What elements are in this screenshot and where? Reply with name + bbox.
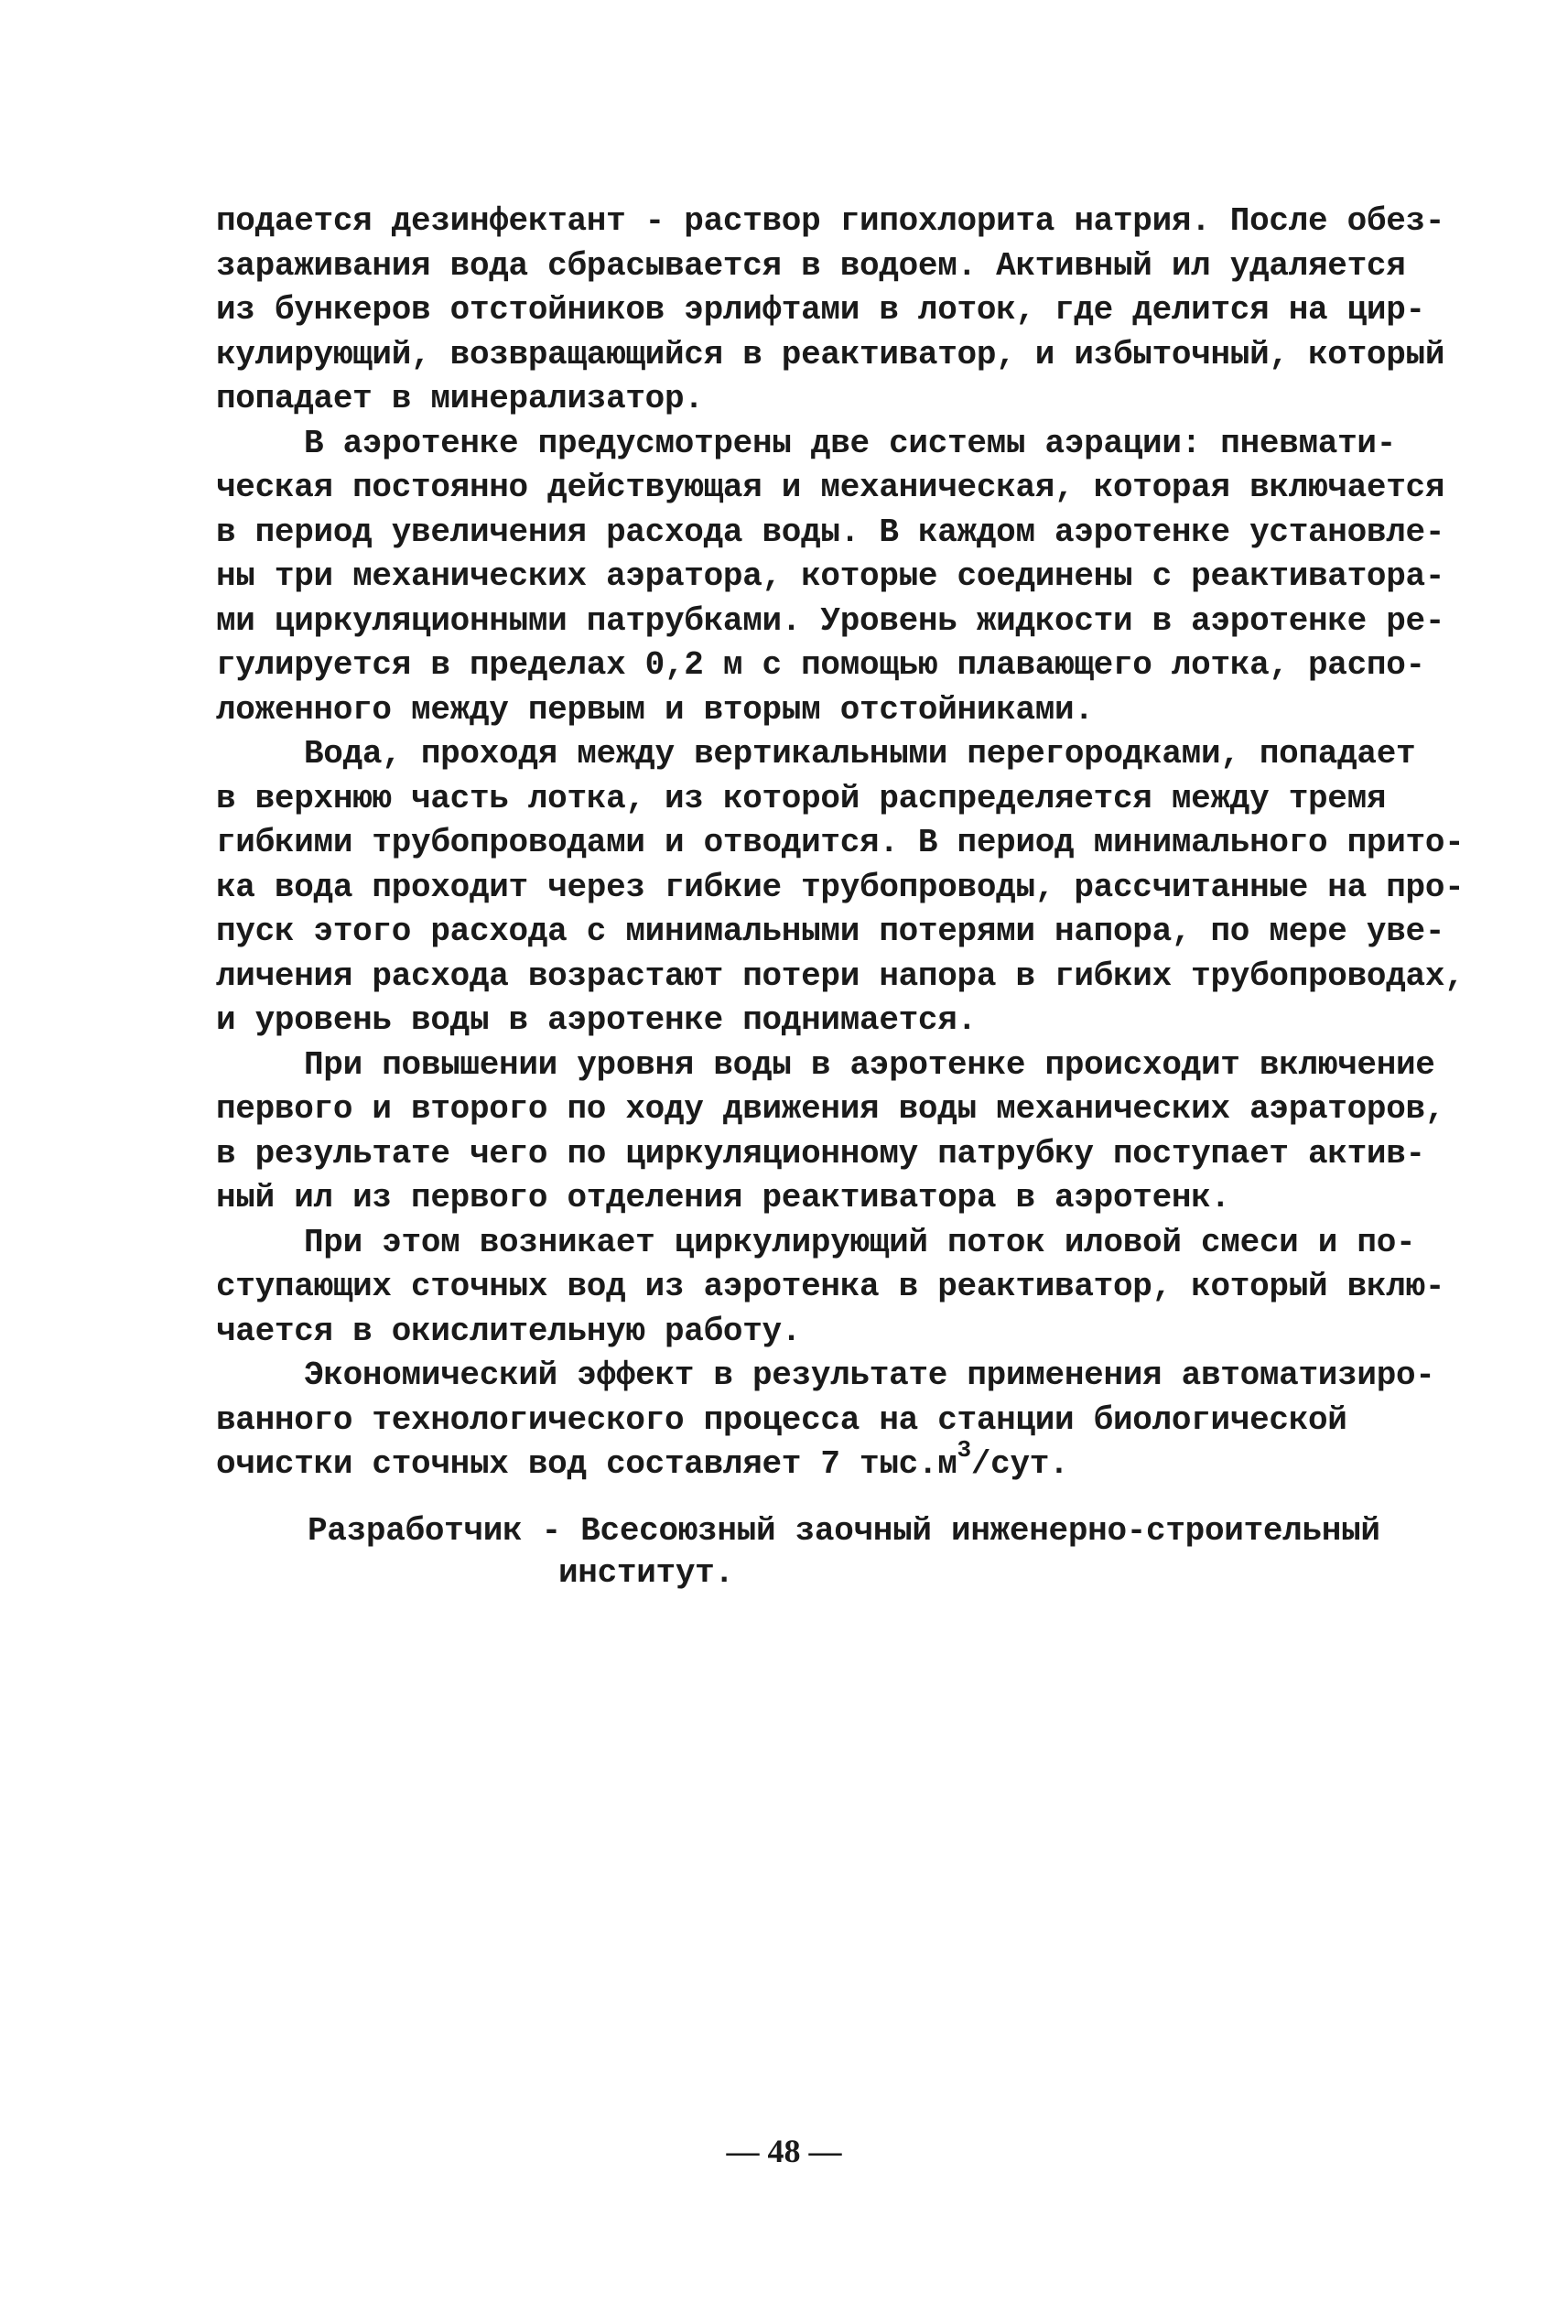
text-line: попадает в минерализатор. <box>216 380 704 417</box>
text-line: В аэротенке предусмотрены две системы аэрации: пневмати- <box>304 424 1396 462</box>
text-line: гулируется в пределах 0,2 м с помощью плавающего лотка, распо- <box>216 646 1425 684</box>
text-line: ный ил из первого отделения реактиватора в аэротенк. <box>216 1179 1230 1216</box>
text-line: Вода, проходя между вертикальными перегородками, попадает <box>304 735 1416 773</box>
text-line: гибкими трубопроводами и отводится. В период минимального прито- <box>216 824 1465 861</box>
text-line: подается дезинфектант - раствор гипохлорита натрия. После обез- <box>216 202 1445 240</box>
paragraph-5 <box>216 1221 1445 1355</box>
paragraph-2 <box>216 422 1445 733</box>
paragraph-3 <box>216 732 1465 1043</box>
text-line: ложенного между первым и вторым отстойниками. <box>216 690 1094 729</box>
text-line: личения расхода возрастают потери напора в гибких трубопроводах, <box>216 957 1465 995</box>
text-line: ка вода проходит через гибкие трубопроводы, рассчитанные на про- <box>216 868 1465 906</box>
text-line: ванного технологического процесса на станции биологической <box>216 1400 1347 1439</box>
text-line: При этом возникает циркулирующий поток иловой смеси и по- <box>304 1223 1416 1261</box>
text-segment: /сут. <box>970 1445 1069 1483</box>
text-line: ческая постоянно действующая и механическая, которая включается <box>216 469 1445 506</box>
text-line: из бункеров отстойников эрлифтами в лоток, где делится на цир- <box>216 291 1425 329</box>
paragraph-6 <box>216 1354 1435 1487</box>
text-line: в период увеличения расхода воды. В каждом аэротенке установле- <box>216 513 1445 551</box>
developer-line: институт. <box>558 1554 734 1592</box>
developer-line: Разработчик - Всесоюзный заочный инженерно-строительный <box>308 1512 1380 1550</box>
paragraph-1 <box>216 200 1445 422</box>
text-line: первого и второго по ходу движения воды механических аэраторов, <box>216 1090 1445 1128</box>
paragraph-4 <box>216 1043 1445 1221</box>
text-line: кулирующий, возвращающийся в реактиватор, и избыточный, который <box>216 335 1445 373</box>
page-number: — 48 — <box>726 2133 842 2169</box>
superscript-exponent: 3 <box>957 1436 971 1464</box>
text-line: Экономический эффект в результате применения автоматизиро- <box>304 1357 1435 1394</box>
text-line: зараживания вода сбрасывается в водоем. Активный ил удаляется <box>216 246 1406 285</box>
text-line: ступающих сточных вод из аэротенка в реактиватор, который вклю- <box>216 1268 1445 1305</box>
text-line: пуск этого расхода с минимальными потерями напора, по мере уве- <box>216 913 1445 950</box>
text-line-with-unit <box>216 1436 1406 1487</box>
body-text <box>216 200 1465 1487</box>
text-line: чается в окислительную работу. <box>216 1312 802 1350</box>
text-line: в результате чего по циркуляционному патрубку поступает актив- <box>216 1134 1425 1173</box>
developer-credit <box>308 1510 1406 1594</box>
text-line: и уровень воды в аэротенке поднимается. <box>216 1001 977 1039</box>
text-line: ны три механических аэратора, которые соединены с реактиватора- <box>216 557 1445 595</box>
text-segment: очистки сточных вод составляет 7 тыс.м <box>216 1445 957 1483</box>
text-line: в верхнюю часть лотка, из которой распределяется между тремя <box>216 779 1387 817</box>
text-line: ми циркуляционными патрубками. Уровень жидкости в аэротенке ре- <box>216 601 1445 640</box>
text-line: При повышении уровня воды в аэротенке происходит включение <box>304 1045 1435 1084</box>
